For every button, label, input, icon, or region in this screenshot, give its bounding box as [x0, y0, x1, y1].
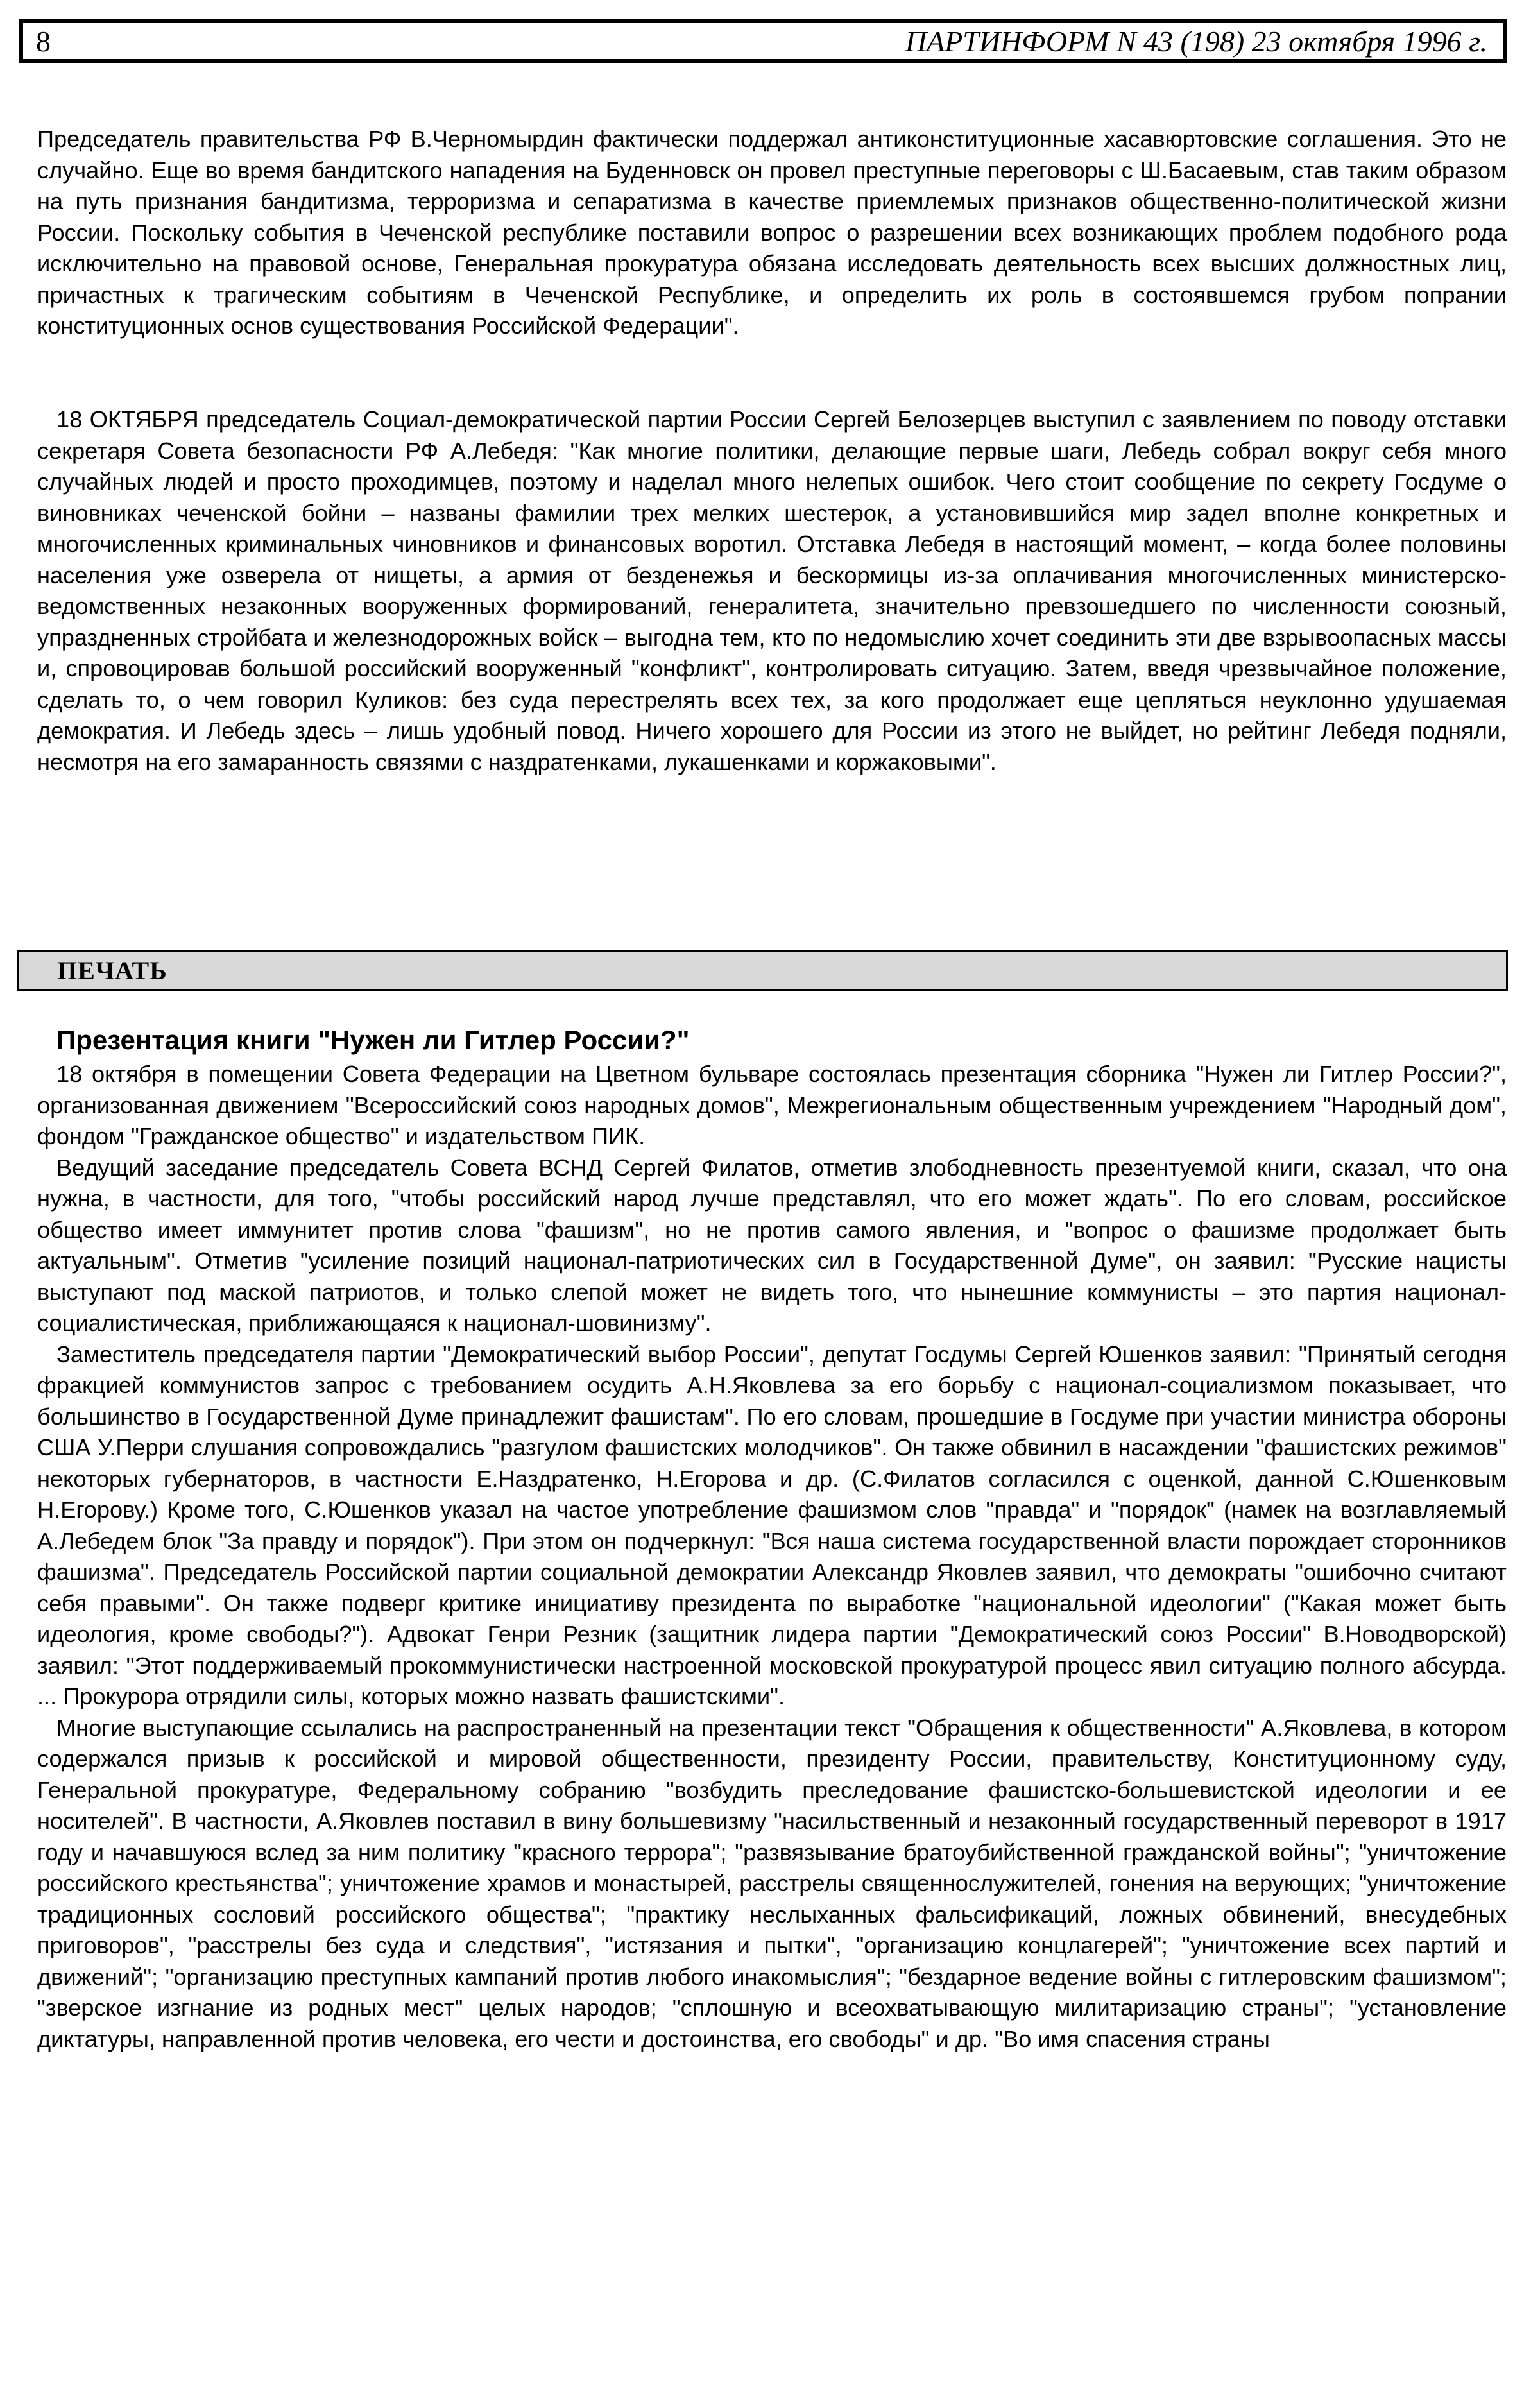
section-heading-bar [17, 950, 1508, 991]
page-number: 8 [36, 24, 51, 58]
article-body [37, 1059, 1507, 2055]
section-heading: ПЕЧАТЬ [57, 955, 167, 985]
intro-text-block [37, 124, 1507, 342]
oct18-paragraph: 18 ОКТЯБРЯ председатель Социал-демократической партии России Сергей Белозерцев выступил с заявлением по поводу отставки секретаря Совета безопасности РФ А.Лебедя: "Как многие политики, делающие первые шаги, Лебедь собрал вокруг себя много случайных людей и просто проходимцев, поэтому и наделал много нелепых ошибок. Чего стоит сообщение по секрету Госдуме о виновниках чеченской бойни – названы фамилии трех мелких шестерок, а установившийся мир задел вполне конкретных и многочисленных криминальных чиновников и финансовых воротил. Отставка Лебедя в настоящий момент, – когда более половины населения уже озверела от нищеты, а армия от безденежья и бескормицы из-за оплачивания многочисленных министерско-ведомственных незаконных вооруженных формирований, генералитета, значительно превзошедшего по численности союзный, упраздненных стройбата и железнодорожных войск – выгодна тем, кто по недомыслию хочет соединить эти две взрывоопасных массы и, спровоцировав большой российский вооруженный "конфликт", контролировать ситуацию. Затем, введя чрезвычайное положение, сделать то, о чем говорил Куликов: без суда перестрелять всех тех, за кого продолжает еще цепляться неуклонно удушаемая демократия. И Лебедь здесь – лишь удобный повод. Ничего хорошего для России из этого не выйдет, но рейтинг Лебедя подняли, несмотря на его замаранность связями с наздратенками, лукашенками и коржаковыми". [37, 406, 1507, 775]
news-item-october-18 [37, 404, 1507, 778]
intro-paragraph: Председатель правительства РФ В.Черномырдин фактически поддержал антиконституционные хасавюртовские соглашения. Это не случайно. Еще во время бандитского нападения на Буденновск он провел преступные переговоры с Ш.Басаевым, став таким образом на путь признания бандитизма, терроризма и сепаратизма в качестве приемлемых признаков общественно-политической жизни России. Поскольку события в Чеченской республике поставили вопрос о разрешении всех возникающих проблем подобного рода исключительно на правовой основе, Генеральная прокуратура обязана исследовать деятельность всех высших должностных лиц, причастных к трагическим событиям в Чеченской Республике, и определить их роль в состоявшемся грубом попрании конституционных основ существования Российской Федерации". [37, 126, 1507, 339]
publication-title: ПАРТИНФОРМ N 43 (198) 23 октября 1996 г. [905, 24, 1487, 58]
article-paragraph: 18 октября в помещении Совета Федерации на Цветном бульваре состоялась презентация сборника "Нужен ли Гитлер России?", организованная движением "Всероссийский союз народных домов", Межрегиональным общественным учреждением "Народный дом", фондом "Гражданское общество" и издательством ПИК. [37, 1061, 1507, 1149]
page-header [19, 19, 1507, 63]
article-title: Презентация книги "Нужен ли Гитлер России?" [56, 1025, 690, 1055]
article-paragraph: Ведущий заседание председатель Совета ВСНД Сергей Филатов, отметив злободневность презентуемой книги, сказал, что она нужна, в частности, для того, "чтобы российский народ лучше представлял, что его может ждать". По его словам, российское общество имеет иммунитет против слова "фашизм", но не против самого явления, и "вопрос о фашизме продолжает быть актуальным". Отметив "усиление позиций национал-патриотических сил в Государственной Думе", он заявил: "Русские нацисты выступают под маской патриотов, и только слепой может не видеть того, что нынешние коммунисты – это партия национал-социалистическая, приближающаяся к национал-шовинизму". [37, 1154, 1507, 1336]
article-paragraph: Заместитель председателя партии "Демократический выбор России", депутат Госдумы Сергей Юшенков заявил: "Принятый сегодня фракцией коммунистов запрос с требованием осудить А.Н.Яковлева за его борьбу с национал-социализмом показывает, что большинство в Государственной Думе принадлежит фашистам". По его словам, прошедшие в Госдуме при участии министра обороны США У.Перри слушания сопровождались "разгулом фашистских молодчиков". Он также обвинил в насаждении "фашистских режимов" некоторых губернаторов, в частности Е.Наздратенко, Н.Егорова и др. (С.Филатов согласился с оценкой, данной С.Юшенковым Н.Егорову.) Кроме того, С.Юшенков указал на частое употребление фашизмом слов "правда" и "порядок" (намек на возглавляемый А.Лебедем блок "За правду и порядок"). При этом он подчеркнул: "Вся наша система государственной власти порождает сторонников фашизма". Председатель Российской партии социальной демократии Александр Яковлев заявил, что демократы "ошибочно считают себя правыми". Он также подверг критике инициативу президента по выработке "национальной идеологии" ("Какая может быть идеология, кроме свободы?"). Адвокат Генри Резник (защитник лидера партии "Демократический союз России" В.Новодворской) заявил: "Этот поддерживаемый прокоммунистически настроенной московской прокуратурой процесс явил ситуацию полного абсурда. ... Прокурора отрядили силы, которых можно назвать фашистскими". [37, 1341, 1507, 1709]
article-paragraph: Многие выступающие ссылались на распространенный на презентации текст "Обращения к общественности" А.Яковлева, в котором содержался призыв к российской и мировой общественности, президенту России, правительству, Конституционному суду, Генеральной прокуратуре, Федеральному собранию "возбудить преследование фашистско-большевистской идеологии и ее носителей". В частности, А.Яковлев поставил в вину большевизму "насильственный и незаконный государственный переворот в 1917 году и начавшуюся вслед за ним политику "красного террора"; "развязывание братоубийственной гражданской войны"; "уничтожение российского крестьянства"; уничтожение храмов и монастырей, расстрелы священнослужителей, гонения на верующих; "уничтожение традиционных сословий российского общества"; "практику неслыханных фальсификаций, ложных обвинений, внесудебных приговоров", "расстрелы без суда и следствия", "истязания и пытки", "организацию концлагерей"; "уничтожение всех партий и движений"; "организацию преступных кампаний против любого инакомыслия"; "бездарное ведение войны с гитлеровским фашизмом"; "зверское изгнание из родных мест" целых народов; "сплошную и всеохватывающую милитаризацию страны"; "установление диктатуры, направленной против человека, его чести и достоинства, его свободы" и др. "Во имя спасения страны [37, 1714, 1507, 2052]
